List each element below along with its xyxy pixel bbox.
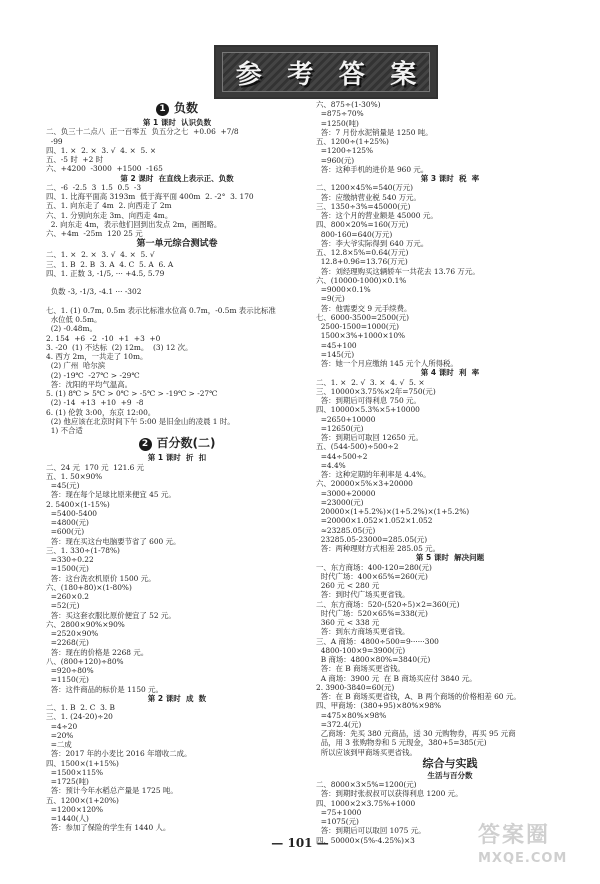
answer-line: A 商场：3900 元 在 B 商场买应付 3840 元。 bbox=[316, 673, 477, 683]
answer-line: 答：应缴纳营业税 540 万元。 bbox=[316, 192, 421, 202]
answer-line: 答：到东方商场买更省钱。 bbox=[316, 627, 410, 637]
answer-line: =1200÷125% bbox=[316, 146, 374, 156]
answer-line: 360 元 < 338 元 bbox=[316, 618, 380, 627]
answer-line: 三、A 商场：4800÷500=9······300 bbox=[316, 636, 439, 646]
answer-line: 答：7 月份水泥销量是 1250 吨。 bbox=[316, 127, 433, 137]
answer-line: =1250(吨) bbox=[316, 118, 359, 128]
answer-line: =3000+20000 bbox=[316, 488, 376, 498]
answer-line: (2) -19℃ -27℃ > -29℃ bbox=[46, 370, 140, 380]
answer-line: 答：在 B 商场买更省钱。 bbox=[316, 664, 405, 674]
answer-line: 四、1000×2×3.75%+1000 bbox=[316, 798, 416, 808]
answer-line: 2. 3900-3840=60(元) bbox=[316, 682, 395, 692]
answer-line: 答：这种手机的进价是 960 元。 bbox=[316, 164, 429, 174]
answer-line: 260 元 < 280 元 bbox=[316, 581, 380, 590]
answer-line: 5. (1) 8℃ > 5℃ > 0℃ > -5℃ > -19℃ > -27℃ bbox=[46, 389, 218, 398]
lesson-heading: 生活与百分数 bbox=[427, 770, 473, 780]
unit-heading bbox=[46, 100, 308, 118]
answer-line: 二、1200×45%=540(万元) bbox=[316, 183, 414, 193]
answer-line: =145(元) bbox=[316, 349, 355, 359]
answer-line: 二、1. B 2. C 3. B bbox=[46, 703, 115, 712]
answer-line: 23285.05-23000=285.05(元) bbox=[316, 534, 428, 544]
answer-line: 乙商场：先买 380 元商品，送 30 元购物券，再买 95 元商 bbox=[316, 729, 516, 738]
answer-line: =920÷80% bbox=[46, 666, 94, 675]
answer-line: 答：这个月的营业额是 45000 元。 bbox=[316, 211, 438, 220]
answer-line: =45(元) bbox=[46, 481, 80, 490]
answer-line: 二、负三十二点八 正一百零五 负五分之七 +0.06 +7/8 bbox=[46, 127, 239, 137]
answer-line bbox=[46, 278, 308, 287]
answer-line: 四、10000×5.3%×5+10000 bbox=[316, 405, 420, 415]
answer-line: 答：参加了保险的学生有 1440 人。 bbox=[46, 823, 171, 833]
answer-line: 时代广场：400×65%=260(元) bbox=[316, 571, 428, 581]
answer-line: 六、2800×90%×90% bbox=[46, 619, 125, 629]
answer-line: =600(元) bbox=[46, 527, 85, 537]
answer-line: 五、12.8×5%=0.64(万元) bbox=[316, 248, 409, 257]
answer-line: 四、800×20%=160(万元) bbox=[316, 220, 409, 230]
answer-line: 2500-1500=1000(元) bbox=[316, 322, 399, 331]
answer-line: 1500×3%+1000×10% bbox=[316, 331, 406, 341]
page-number: — 101 — bbox=[271, 836, 329, 850]
answer-line: (2) -14 +13 +10 +9 -8 bbox=[46, 398, 144, 408]
answer-line: =45+100 bbox=[316, 340, 357, 350]
answer-key-banner bbox=[214, 45, 438, 99]
answer-line: (2) 他应该在北京时间下午 5:00 是旧金山的凌晨 1 时。 bbox=[46, 416, 235, 426]
answer-line: 答：在 B 商场买更省钱，A、B 两个商场的价格相差 60 元。 bbox=[316, 692, 521, 701]
answer-line: (2) -0.48m。 bbox=[46, 324, 97, 334]
answer-line: 六、20000×5%×3+20000 bbox=[316, 479, 413, 489]
section-heading: 综合与实践 bbox=[422, 756, 478, 770]
banner-char: 考 bbox=[287, 59, 314, 90]
answer-line: 答：刘经理购买这辆轿车一共花去 13.76 万元。 bbox=[316, 266, 480, 276]
answer-line: =330÷0.22 bbox=[46, 555, 94, 564]
banner-char: 案 bbox=[390, 59, 417, 90]
answer-line: 答：沈阳的平均气温高。 bbox=[46, 379, 132, 389]
lesson-heading: 第 2 课时 成 数 bbox=[147, 693, 207, 703]
answer-line: 答：到期后可以取回 1075 元。 bbox=[316, 826, 426, 836]
answer-line: 答：现在每个足球比原来便宜 45 元。 bbox=[46, 490, 176, 500]
answer-line: 水位低 0.5m。 bbox=[46, 315, 102, 324]
answer-line: 答：这件商品的标价是 1150 元。 bbox=[46, 684, 163, 694]
answer-line: =12650(元) bbox=[316, 423, 364, 433]
answer-line: 答：她一个月应缴纳 145 元个人所得税。 bbox=[316, 359, 458, 368]
answer-line: =1500(元) bbox=[46, 564, 89, 574]
banner-char: 答 bbox=[338, 59, 365, 90]
answer-line: =1440(人) bbox=[46, 814, 89, 823]
answer-line: =44÷500÷2 bbox=[316, 451, 368, 461]
answer-line: =4.4% bbox=[316, 460, 346, 470]
answer-line: 五、1. 50×90% bbox=[46, 471, 103, 481]
answer-line bbox=[46, 297, 308, 306]
answer-line: =1200×120% bbox=[46, 804, 104, 814]
unit-heading bbox=[46, 435, 308, 453]
answer-line: 6. (1) 伦敦 3:00，东京 12:00。 bbox=[46, 407, 156, 417]
answer-line: 一、东方商场：400-120=280(元) bbox=[316, 562, 432, 572]
answer-line: 答：到期后可得利息 750 元。 bbox=[316, 396, 421, 405]
answer-line: 四、1. 比海平面高 3193m 低于海平面 400m 2. -2° 3. 170 bbox=[46, 192, 254, 201]
answer-line: 七、1. (1) 0.7m, 0.5m 表示比标准水位高 0.7m，-0.5m 表示比标准 bbox=[46, 305, 276, 315]
answer-line: 4. 西方 2m，一共走了 10m。 bbox=[46, 352, 148, 361]
answer-line: 800-160=640(万元) bbox=[316, 229, 393, 239]
answer-line: 答：到期时张叔叔可以获得利息 1200 元。 bbox=[316, 789, 463, 799]
answer-line: 六、+4m -25m 120 25 元 bbox=[46, 229, 143, 238]
watermark bbox=[478, 822, 586, 878]
answer-line: 四、1. × 2. × 3. √ 4. × 5. × bbox=[46, 145, 157, 155]
answer-line: 负数 -3, -1/3, -4.1 ··· -302 bbox=[46, 287, 142, 297]
answer-line: =9000×0.1% bbox=[316, 285, 371, 294]
answer-line: 四、1. 正数 3, -1/5, ··· +4.5, 5.79 bbox=[46, 268, 165, 278]
answer-line: 三、1. (24-20)÷20 bbox=[46, 712, 113, 722]
answer-line: =260×0.2 bbox=[46, 592, 89, 601]
answer-line: 2. 向东走 4m，表示他们回到出发点 2m，画图略。 bbox=[46, 219, 222, 229]
answer-line: 时代广场：520×65%=338(元) bbox=[316, 608, 428, 618]
watermark-title: 答案圈 bbox=[478, 823, 551, 848]
answer-line: 四、甲商场：(380+95)×80%×98% bbox=[316, 701, 442, 711]
answer-line: =1500×115% bbox=[46, 767, 104, 777]
answer-line: 品，用 3 张购物券和 5 元现金，380+5=385(元) bbox=[316, 738, 487, 748]
answer-line: 答：到期后可取回 12650 元。 bbox=[316, 433, 423, 442]
answer-line: 所以应该到甲商场买更省钱。 bbox=[316, 747, 417, 757]
answer-line: 4800-100×9=3900(元) bbox=[316, 645, 406, 655]
answer-line: 答：预计今年水稻总产量是 1725 吨。 bbox=[46, 786, 178, 796]
lesson-heading: 第 5 课时 解决问题 bbox=[415, 553, 485, 563]
answer-line: =23000(元) bbox=[316, 497, 364, 507]
answer-line: 三、10000×3.75%×2年=750(元) bbox=[316, 386, 436, 396]
answer-line: -99 bbox=[46, 136, 63, 146]
answer-line: =9(元) bbox=[316, 294, 345, 304]
left-answer-column bbox=[46, 100, 308, 833]
unit-title: 百分数(二) bbox=[156, 436, 216, 451]
banner-inner bbox=[222, 52, 430, 92]
answer-line: =4800(元) bbox=[46, 518, 89, 527]
answer-line: 三、1. B 2. B 3. A 4. C 5. A 6. A bbox=[46, 259, 174, 269]
answer-line: =875÷70% bbox=[316, 109, 364, 119]
unit-title: 负数 bbox=[173, 101, 198, 115]
answer-line: =20000×1.052×1.052×1.052 bbox=[316, 516, 433, 526]
answer-line: 六、(10000-1000)×0.1% bbox=[316, 275, 407, 285]
answer-line: (2) 广州 哈尔滨 bbox=[46, 361, 106, 371]
answer-line: 六、875÷(1-30%) bbox=[316, 100, 381, 109]
unit-number-badge: 2 bbox=[139, 438, 152, 451]
answer-line: 二、东方商场：520-(520÷5)×2=360(元) bbox=[316, 599, 460, 609]
answer-line: =2268(元) bbox=[46, 638, 89, 648]
answer-line: 五、-5 时 +2 时 bbox=[46, 155, 104, 164]
answer-line: 七、6000-3500=2500(元) bbox=[316, 312, 410, 322]
answer-line: 六、+4200 -3000 +1500 -165 bbox=[46, 164, 163, 174]
answer-line: 1) 不合适 bbox=[46, 426, 83, 435]
answer-line: 答：这台洗衣机原价 1500 元。 bbox=[46, 573, 156, 583]
answer-line: 五、1200÷(1+25%) bbox=[316, 137, 389, 146]
answer-line: 20000×(1+5.2%)×(1+5.2%)×(1+5.2%) bbox=[316, 507, 470, 516]
answer-line: 六、(180+80)×(1-80%) bbox=[46, 582, 132, 592]
lesson-heading: 第 1 课时 认识负数 bbox=[142, 118, 212, 127]
lesson-heading: 第 2 课时 在直线上表示正、负数 bbox=[120, 173, 234, 183]
answer-line: =二成 bbox=[46, 740, 72, 749]
answer-line: =4÷20 bbox=[46, 721, 78, 731]
watermark-url: MXQE.COM bbox=[478, 851, 568, 866]
banner-char: 参 bbox=[235, 59, 262, 90]
unit-number-badge: 1 bbox=[156, 103, 169, 116]
answer-line: 答：两种理财方式相差 285.05 元。 bbox=[316, 544, 440, 553]
answer-line: 五、1. 向东走了 4m 2. 向西走了 2m bbox=[46, 201, 172, 211]
answer-line: 答：到时代广场买更省钱。 bbox=[316, 590, 410, 600]
answer-line: 三、1350÷3%=45000(元) bbox=[316, 201, 411, 211]
answer-line: 答：现在的价格是 2268 元。 bbox=[46, 647, 149, 657]
answer-line: 二、1. × 2. × 3. √ 4. × 5. √ bbox=[46, 250, 155, 260]
answer-line: ≈23285.05(元) bbox=[316, 525, 376, 535]
answer-line: 2. 5400×(1-15%) bbox=[46, 499, 110, 509]
answer-line: =20% bbox=[46, 730, 74, 740]
answer-line: =960(元) bbox=[316, 155, 355, 165]
answer-line: =5400-5400 bbox=[46, 508, 98, 518]
answer-line: 六、1. 分别向东走 3m、向西走 4m。 bbox=[46, 210, 173, 220]
answer-line: 答：买这套衣服比原价便宜了 52 元。 bbox=[46, 610, 176, 620]
answer-line: 四、50000×(5%-4.25%)×3 bbox=[316, 835, 415, 845]
answer-line: 三、1. 330÷(1-78%) bbox=[46, 545, 120, 555]
answer-line: 二、8000×3×5%=1200(元) bbox=[316, 780, 417, 789]
answer-line: 四、1500×(1+15%) bbox=[46, 758, 119, 768]
answer-line: 二、-6 -2.5 3 1.5 0.5 -3 bbox=[46, 182, 142, 192]
test-heading: 第一单元综合测试卷 bbox=[136, 239, 218, 250]
answer-line: 答：他需要交 9 元手续费。 bbox=[316, 303, 412, 313]
answer-line: =1725(吨) bbox=[46, 777, 89, 786]
answer-line: 五、1200×(1+20%) bbox=[46, 795, 119, 805]
answer-line: =2520×90% bbox=[46, 629, 99, 638]
lesson-heading: 第 4 课时 利 率 bbox=[420, 368, 480, 378]
right-answer-column bbox=[316, 100, 584, 845]
answer-line: =372.4(元) bbox=[316, 719, 362, 729]
answer-line: =1150(元) bbox=[46, 675, 89, 685]
answer-line: =2650+10000 bbox=[316, 414, 376, 424]
answer-line: 二、1. × 2. √ 3. × 4. √ 5. × bbox=[316, 377, 425, 387]
lesson-heading: 第 1 课时 折 扣 bbox=[147, 453, 207, 463]
answer-line: =75+1000 bbox=[316, 807, 362, 817]
answer-line: 12.8+0.96=13.76(万元) bbox=[316, 257, 408, 267]
answer-line: 二、24 元 170 元 121.6 元 bbox=[46, 462, 145, 472]
answer-line: 答：2017 年的小麦比 2016 年增收二成。 bbox=[46, 749, 192, 759]
answer-line: 2. 154 +6 -2 -10 +1 +3 +0 bbox=[46, 333, 161, 343]
answer-line: 答：现在买这台电脑要节省了 600 元。 bbox=[46, 536, 181, 546]
answer-line: 五、(544-500)÷500÷2 bbox=[316, 442, 399, 452]
answer-line: =52(元) bbox=[46, 601, 80, 611]
answer-line: 答：李大爷实际得到 640 万元。 bbox=[316, 238, 429, 248]
answer-line: 八、(800+120)÷80% bbox=[46, 656, 124, 666]
answer-line: =475×80%×98% bbox=[316, 710, 387, 720]
answer-line: 3. -20 (1) 不达标 (2) 12m。 (3) 12 次。 bbox=[46, 342, 193, 352]
lesson-heading: 第 3 课时 税 率 bbox=[420, 174, 480, 183]
answer-line: =1075(元) bbox=[316, 817, 359, 826]
answer-line: B 商场：4800×80%=3840(元) bbox=[316, 655, 431, 664]
answer-line: 答：这种定期的年利率是 4.4%。 bbox=[316, 470, 431, 479]
